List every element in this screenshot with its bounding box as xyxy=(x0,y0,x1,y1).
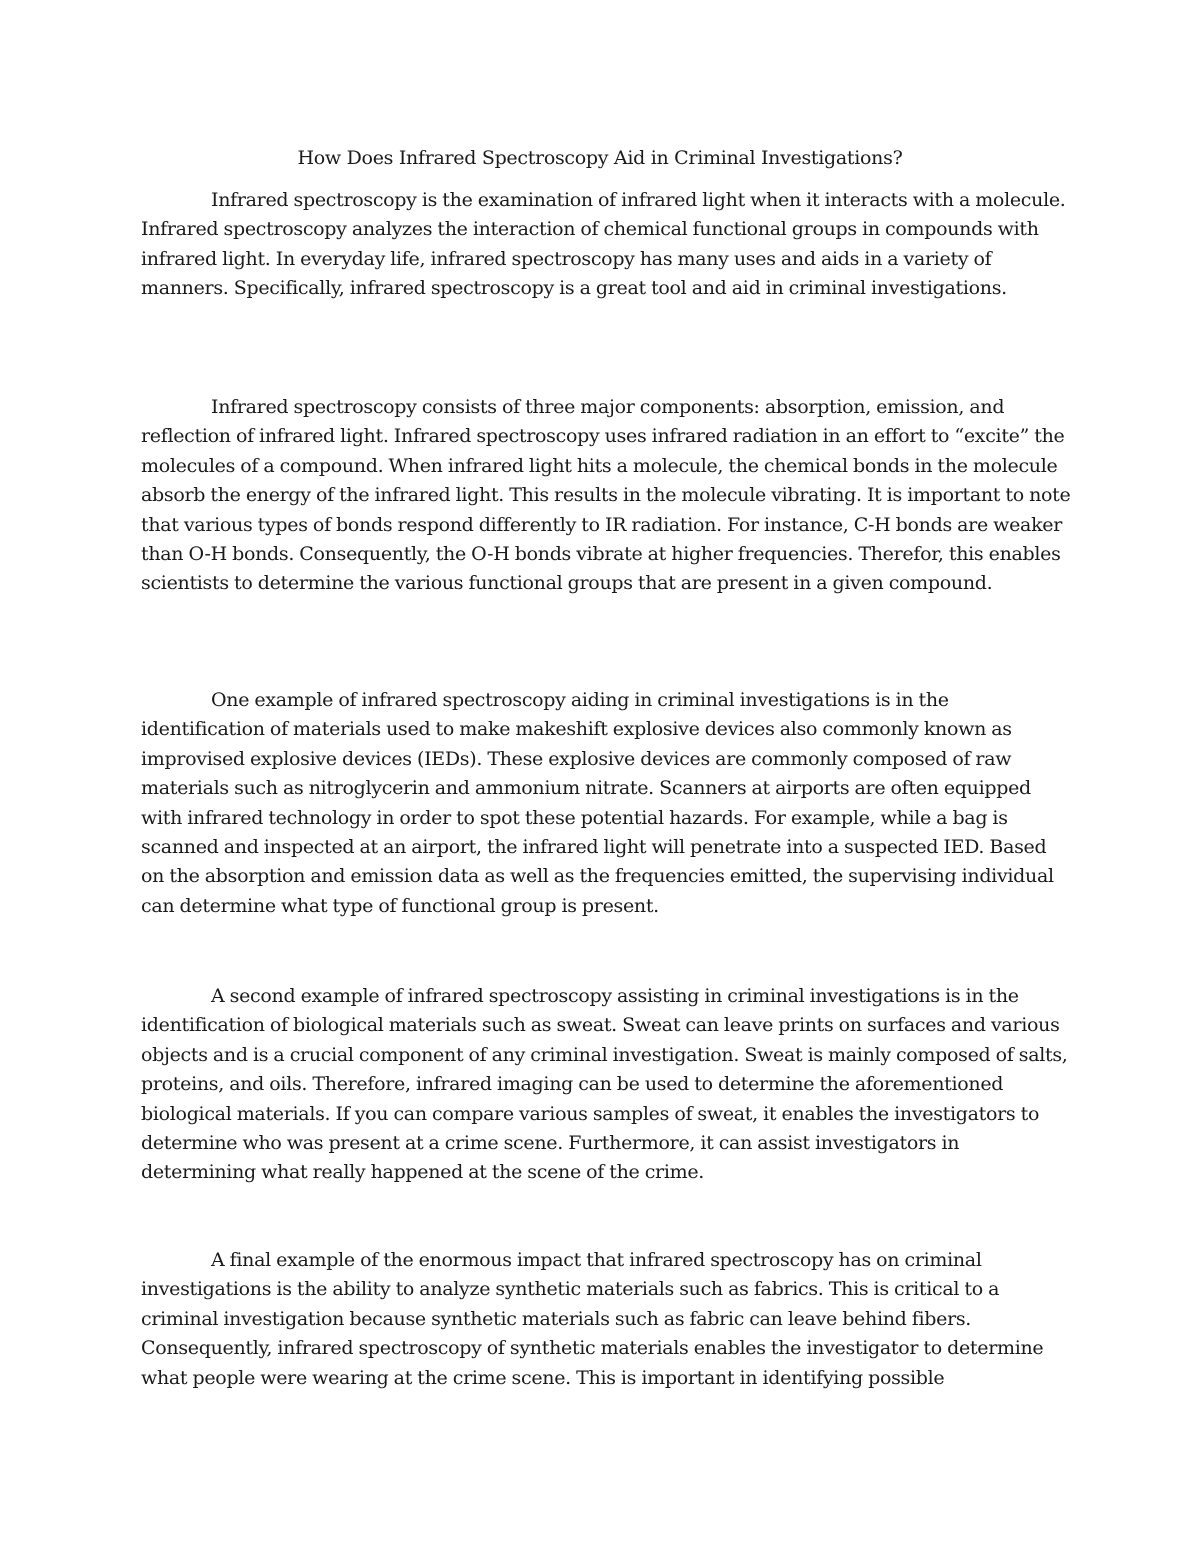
paragraph-introduction: Infrared spectroscopy is the examination of infrared light when it interacts with a molecule. Infrared spectroscopy analyzes the interaction of chemical functional groups in compounds with infrared light. In everyday life, infrared spectroscopy has many uses and aids in a variety of manners. Specifically, infrared spectroscopy is a great tool and aid in criminal investigations. xyxy=(141,189,1066,300)
paragraph-sweat-example: A second example of infrared spectroscopy assisting in criminal investigations is in the identification of biological materials such as sweat. Sweat can leave prints on surfaces and various objects and is a crucial component of any criminal investigation. Sweat is mainly composed of salts, proteins, and oils. Therefore, infrared imaging can be used to determine the aforementioned biological materials. If you can compare various samples of sweat, it enables the investigators to determine who was present at a crime scene. Furthermore, it can assist investigators in determining what really happened at the scene of the crime. xyxy=(141,985,1068,1184)
paragraph-fabrics-example: A final example of the enormous impact that infrared spectroscopy has on criminal investigations is the ability to analyze synthetic materials such as fabrics. This is critical to a criminal investigation because synthetic materials such as fabric can leave behind fibers. Consequently, infrared spectroscopy of synthetic materials enables the investigator to determine what people were wearing at the crime scene. This is important in identifying possible xyxy=(141,1249,1044,1389)
document-title: How Does Infrared Spectroscopy Aid in Criminal Investigations? xyxy=(297,147,903,169)
paragraph-components: Infrared spectroscopy consists of three major components: absorption, emission, and reflection of infrared light. Infrared spectroscopy uses infrared radiation in an effort to “excite” the molecules of a compound. When infrared light hits a molecule, the chemical bonds in the molecule absorb the energy of the infrared light. This results in the molecule vibrating. It is important to note that various types of bonds respond differently to IR radiation. For instance, C-H bonds are weaker than O-H bonds. Consequently, the O-H bonds vibrate at higher frequencies. Therefor, this enables scientists to determine the various functional groups that are present in a given compound. xyxy=(141,396,1071,595)
paragraph-explosives-example: One example of infrared spectroscopy aiding in criminal investigations is in the identification of materials used to make makeshift explosive devices also commonly known as improvised explosive devices (IEDs). These explosive devices are commonly composed of raw materials such as nitroglycerin and ammonium nitrate. Scanners at airports are often equipped with infrared technology in order to spot these potential hazards. For example, while a bag is scanned and inspected at an airport, the infrared light will penetrate into a suspected IED. Based on the absorption and emission data as well as the frequencies emitted, the supervising individual can determine what type of functional group is present. xyxy=(141,689,1054,917)
